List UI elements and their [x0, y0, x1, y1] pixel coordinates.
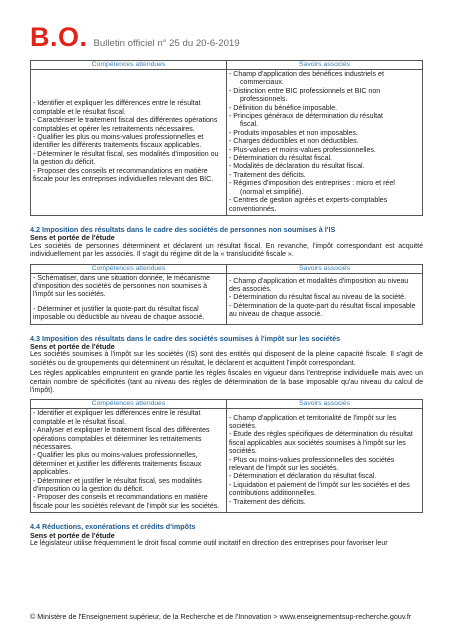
table-header-competences: Compétences attendues — [31, 264, 227, 273]
competence-item: - Identifier et expliquer les différences entre le résultat comptable et le résultat fiscal. — [33, 410, 201, 426]
table-bic — [30, 60, 423, 216]
savoir-item: professionnels. — [240, 96, 288, 104]
table-header-competences: Compétences attendues — [31, 61, 227, 70]
section-4-4-title: 4.4 Réductions, exonérations et crédits d'impôts — [30, 522, 196, 532]
section-4-2-subtitle: Sens et portée de l'étude — [30, 233, 115, 243]
savoir-item: - Champ d'application des bénéfices industriels et — [229, 71, 384, 78]
page-footer: © Ministère de l'Enseignement supérieur, de la Recherche et de l'Innovation > www.enseignementsup-recherche.gouv.fr — [30, 612, 412, 621]
competence-item: - Caractériser le traitement fiscal des différentes opérations comptables et opérer les retraitements nécessaires. — [33, 117, 218, 133]
savoir-item: - Traitement des déficits. — [229, 171, 306, 179]
savoir-item: - Produits imposables et non imposables. — [229, 129, 358, 137]
competence-item: - Proposer des conseils et recommandations en matière fiscale pour les sociétés relevant de l'impôt sur les sociétés. — [33, 494, 220, 510]
savoir-item: - Liquidation et paiement de l'impôt sur les sociétés et des contributions additionnelles. — [229, 481, 410, 498]
savoirs-cell — [227, 409, 423, 513]
section-4-3-text-2: Les règles applicables empruntent en grande partie les règles fiscales en vigueur dans l'entreprise individuelle mais avec un certain nombre de spécificités (tant au niveau des règles de détermination de la base imposable qu'au niveau du calcul de l'impôt). — [30, 370, 423, 394]
table-header-competences: Compétences attendues — [31, 400, 227, 409]
bulletin-title: Bulletin officiel n° 25 du 20-6-2019 — [93, 38, 240, 49]
page-header — [30, 22, 240, 52]
table-header-savoirs: Savoirs associés — [227, 264, 423, 273]
section-4-2-text: Les sociétés de personnes déterminent et déclarent un résultat fiscal. En revanche, l'impôt correspondant est acquitté individuellement par les associés. Il s'agit du régime dit de la « translucidité fiscale ». — [30, 242, 423, 259]
table-header-savoirs: Savoirs associés — [227, 61, 423, 70]
section-4-3-title: 4.3 Imposition des résultats dans le cadre des sociétés soumises à l'impôt sur les sociétés — [30, 333, 341, 343]
savoir-item: - Charges déductibles et non déductibles. — [229, 138, 359, 146]
savoir-item: - Centres de gestion agréés et experts-comptables — [229, 197, 388, 205]
savoirs-cell — [227, 70, 423, 216]
savoir-item: - Plus ou moins-values professionnelles des sociétés relevant de l'impôt sur les sociétés. — [229, 456, 395, 473]
competence-item: - Déterminer et justifier la quote-part du résultat fiscal imposable ou déductible au niveau de chaque associé. — [33, 305, 205, 322]
savoir-item: - Régimes d'imposition des entreprises : micro et réel — [229, 180, 395, 188]
savoir-item: commerciaux. — [240, 79, 284, 87]
savoir-item: - Plus-values et moins-values professionnelles. — [229, 146, 376, 154]
savoir-item: - Modalités de déclaration du résultat fiscal. — [229, 163, 365, 171]
savoir-item: - Définition du bénéfice imposable. — [229, 104, 338, 112]
savoir-item: - Détermination du résultat fiscal au niveau de la société. — [229, 294, 407, 302]
competences-cell — [31, 409, 227, 513]
savoir-item: - Champ d'application et territorialité de l'impôt sur les sociétés. — [229, 414, 397, 431]
section-4-4-subtitle: Sens et portée de l'étude — [30, 530, 115, 540]
competence-item: - Déterminer le résultat fiscal, ses modalités d'imposition ou la gestion du déficit. — [33, 150, 219, 167]
table-societes-personnes — [30, 264, 423, 325]
competences-cell — [31, 70, 227, 216]
savoir-item: conventionnés. — [229, 205, 277, 213]
section-4-3-text-1: Les sociétés soumises à l'impôt sur les sociétés (IS) sont des entités qui disposent de la pleine capacité fiscale. Il s'agit de sociétés ou de groupements qui déterminent un résultat, le déclarent et acquittent l'impôt correspondant. — [30, 351, 423, 367]
savoir-item: - Traitement des déficits. — [229, 498, 306, 506]
competence-item: - Qualifier les plus ou moins-values professionnelles, déterminer et justifier les différents traitements fiscaux applicables. — [33, 452, 202, 477]
competence-item: - Analyser et expliquer le traitement fiscal des différentes opérations comptables et déterminer les retraitements nécessaires. — [33, 427, 210, 452]
bo-logo: B.O. — [30, 22, 88, 52]
competences-cell — [31, 273, 227, 324]
document-body — [30, 60, 423, 551]
savoir-item: - Détermination du résultat fiscal. — [229, 155, 333, 163]
savoir-item: - Détermination et déclaration du résultat fiscal. — [229, 473, 377, 481]
section-4-3-subtitle: Sens et portée de l'étude — [30, 341, 115, 351]
competence-item: - Qualifier les plus ou moins-values professionnelles et identifier les différents traitements fiscaux applicables. — [33, 134, 204, 150]
savoir-item: - Détermination de la quote-part du résultat fiscal imposable au niveau de chaque associé. — [229, 302, 416, 319]
savoir-item: fiscal. — [240, 121, 259, 129]
competence-item: - Identifier et expliquer les différences entre le résultat comptable et le résultat fiscal. — [33, 100, 201, 116]
savoir-item: (normal et simplifié). — [240, 188, 304, 196]
savoirs-cell — [227, 273, 423, 324]
savoir-item: - Étude des règles spécifiques de détermination du résultat fiscal applicables aux sociétés soumises à l'impôt sur les sociétés. — [229, 431, 413, 456]
competence-item: - Déterminer et justifier le résultat fiscal, ses modalités d'imposition ou la gestion du déficit. — [33, 477, 202, 494]
section-4-4-text: Le législateur utilise fréquemment le droit fiscal comme outil incitatif en direction des entreprises pour favoriser leur — [30, 540, 388, 548]
table-header-savoirs: Savoirs associés — [227, 400, 423, 409]
competence-item: - Schématiser, dans une situation donnée, le mécanisme d'imposition des sociétés de personnes non soumises à l'impôt sur les sociétés. — [33, 274, 211, 299]
competence-item: - Proposer des conseils et recommandations en matière fiscale pour les entreprises individuelles relevant des BIC. — [33, 167, 214, 184]
savoir-item: - Champ d'application et modalités d'imposition au niveau des associés. — [229, 277, 409, 293]
section-4-2-title: 4.2 Imposition des résultats dans le cadre des sociétés de personnes non soumises à l'IS — [30, 224, 336, 234]
savoir-item: - Distinction entre BIC professionnels et BIC non — [229, 87, 381, 95]
savoir-item: - Principes généraux de détermination du résultat — [229, 113, 383, 121]
table-societes-is — [30, 399, 423, 513]
